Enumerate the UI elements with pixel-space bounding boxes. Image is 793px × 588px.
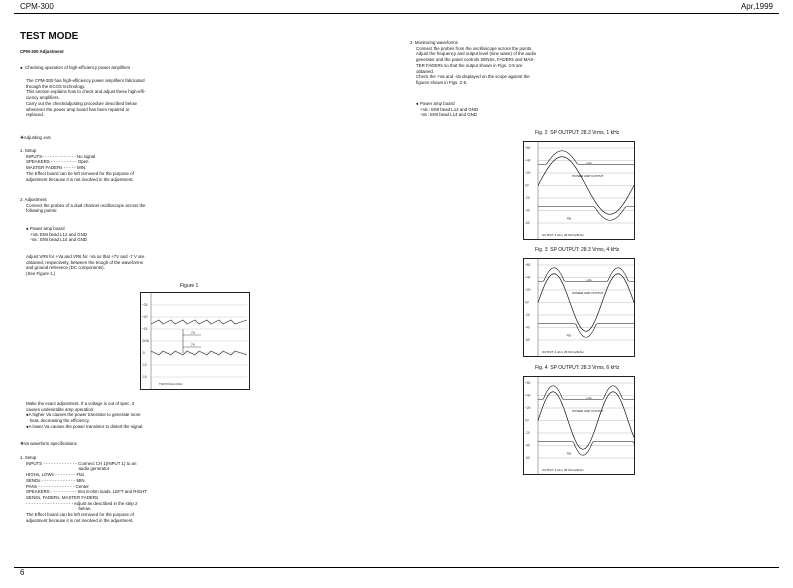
header-date: Apr,1999 <box>740 2 773 11</box>
text-line: -Va : EMI bead L14 and GND <box>30 237 88 243</box>
header-rule <box>14 13 779 14</box>
fig1-label-bottom: 7V <box>191 343 195 347</box>
scope-tick: -20 <box>525 431 530 436</box>
scope-tick: -20 <box>525 313 530 318</box>
text-line: and ground reference (DC components). <box>26 265 105 271</box>
text-line: Adjust the frequency and output level (sine wave) of the audio <box>416 51 537 57</box>
scope-plot <box>524 259 634 356</box>
text-line: heat, decreasing the efficiency. <box>26 418 90 424</box>
minus-va-label: -Va <box>566 451 571 456</box>
section-subtitle: CPM-300 Adjustment <box>20 49 64 54</box>
fig1-footer: TD0.5V/10mV/div <box>159 382 183 386</box>
scope-tick: -60 <box>525 221 530 226</box>
fig1-tick: +15 <box>142 327 148 331</box>
text-line: SPEAKERS - - - - - - - - - - Into 8-ohm loads, LEFT and RIGHT <box>26 489 147 495</box>
scope-tick: +20 <box>525 288 531 293</box>
text-line: adjustment because it is not involved in the adjustment. <box>26 517 134 523</box>
text-line: 2. Monitoring waveforms <box>410 40 458 45</box>
bullet-check: ● Checking operation of high-efficiency power amplifiers <box>20 65 131 70</box>
text-line: ●A lower Va causes the power transistor to distort the signal. <box>26 423 144 429</box>
setup-1 <box>20 148 134 182</box>
text-line: INPUTS- - - - - - - - - - - - - No signal <box>26 153 96 159</box>
text-line: TER FADERs so that the output shown in Figs. 2-5 are <box>416 62 523 68</box>
text-line: replaced. <box>26 112 45 118</box>
text-line: below. <box>26 506 91 512</box>
power-amp-label: POWER AMP OUTPUT <box>572 408 604 413</box>
scope-footer: OUTPUT: 4 ohm, 28.3Vrms/8ohm <box>542 468 584 472</box>
scope-tick: +40 <box>525 393 531 398</box>
setup-2 <box>20 455 147 523</box>
text-line: - - - - - - - - - - - - - - - - - - Adjust as described in the step 2 <box>26 500 138 506</box>
text-line: audio generator <box>26 466 110 472</box>
text-line: Make the exact adjustment. If a voltage is out of spec, it <box>26 401 135 406</box>
text-line: -Va : EMI bead L14 and GND <box>420 112 478 118</box>
text-line: SPEAKERS - - - - - - - - - - Open <box>26 159 89 165</box>
right-power-amp <box>416 101 478 118</box>
text-line: generator and the panel controls SENSs, FADERs and MAS- <box>416 57 535 63</box>
power-amp-label: POWER AMP OUTPUT <box>572 173 604 178</box>
adjustment-step <box>20 197 146 214</box>
fig4-scope <box>523 376 635 475</box>
text-line: 1. Setup <box>20 455 37 460</box>
text-line: Check the +Va and -Va displayed on the scope against the <box>416 74 530 80</box>
scope-tick: -20 <box>525 196 530 201</box>
text-line: ●A higher Va causes the power transistor to generate more <box>26 412 141 418</box>
text-line: MASTER FADERs - - - - - MIN. <box>26 165 87 171</box>
scope-plot <box>524 142 634 239</box>
text-line: This section explains how to check and adjust these high-effi- <box>26 89 146 95</box>
fig1-tick: -15 <box>142 375 147 379</box>
text-line: +Va : EMI bead L12 and GND <box>420 106 479 112</box>
page-number: 6 <box>20 568 25 577</box>
fig2-caption: Fig. 2 SP OUTPUT: 28.3 Vrms, 1 kHz <box>535 130 620 136</box>
minus-va-trace <box>538 442 634 456</box>
fig1-tick: +25 <box>142 303 148 307</box>
fig1-tick: -10 <box>142 363 147 367</box>
text-line: through the ECOS technology. <box>26 83 86 89</box>
scope-tick: +60 <box>525 381 531 386</box>
text-line: PANs - - - - - - - - - - - - - - Center <box>26 483 89 489</box>
text-line: Connect the probes of a dual channel oscilloscope across the <box>26 202 146 208</box>
scope-footer: OUTPUT: 4 ohm, 28.3Vrms/8ohm <box>542 233 584 237</box>
text-line: obtained, respectively, between the trough of the waveforms <box>26 259 143 265</box>
adjusting-heading: ❖Adjusting ±Va <box>20 135 51 140</box>
scope-tick: -40 <box>525 208 530 213</box>
minus-va-trace <box>538 324 634 338</box>
fig1-plus-trace <box>151 320 247 324</box>
text-line: Connect the probes from the oscilloscope across the points. <box>416 45 533 51</box>
scope-tick: 0V <box>525 183 529 188</box>
scope-plot <box>524 377 634 474</box>
text-line: whenever the power amp board has been repaired or <box>26 106 130 112</box>
text-line: (See Figure 1.) <box>26 271 56 277</box>
minus-va-label: -Va <box>566 333 571 338</box>
text-line: figures shown in Figs. 2-5. <box>416 79 468 85</box>
fig1-label-top: 7V <box>191 331 195 335</box>
scope-footer: OUTPUT: 4 ohm, 28.3Vrms/8ohm <box>542 350 584 354</box>
spec-heading: ❖Va waveform specifications <box>20 441 77 446</box>
figure1-scope <box>140 292 250 390</box>
fig3-scope <box>523 258 635 357</box>
text-line: 2. Adjustment <box>20 197 47 202</box>
fig1-tick: GND <box>142 339 150 343</box>
text-line: adjustment because it is not involved in the adjustment. <box>26 176 134 182</box>
scope-tick: +40 <box>525 158 531 163</box>
text-line: obtained. <box>416 68 435 74</box>
scope-tick: +60 <box>525 146 531 151</box>
text-line: The Effect board can be left removed for the purpose of <box>26 170 134 176</box>
power-amp-label: POWER AMP OUTPUT <box>572 290 604 295</box>
fig1-tick: +20 <box>142 315 148 319</box>
fig4-caption: Fig. 4 SP OUTPUT: 28.3 Vrms, 6 kHz <box>535 365 620 371</box>
text-line: ● Power amp board <box>416 101 455 106</box>
scope-tick: +20 <box>525 171 531 176</box>
text-line: INPUTS - - - - - - - - - - - - - Connect CH 1(INPUT 1) to an <box>26 460 137 466</box>
figure1-caption: Figure 1 <box>180 283 199 289</box>
fig3-caption: Fig. 3 SP OUTPUT: 28.3 Vrms, 4 kHz <box>535 247 620 253</box>
text-line: SENSs, FADERs, MASTER FADERs <box>26 494 99 500</box>
page-title: TEST MODE <box>20 31 79 42</box>
scope-tick: -60 <box>525 338 530 343</box>
text-line: HIGHs, LOWs - - - - - - - - Flat <box>26 472 84 478</box>
scope-tick: +40 <box>525 275 531 280</box>
text-line: The CPM-300 has high-efficiency power amplifiers fabricated <box>26 78 145 83</box>
text-line: Adjust VR5 for +Va and VR6 for -Va so that +7V and -7 V are <box>26 254 145 259</box>
text-line: The Effect board can be left removed for the purpose of <box>26 512 134 518</box>
text-line: +Va: EMI bead L12 and GND <box>30 231 87 237</box>
scope-tick: -40 <box>525 443 530 448</box>
minus-va-label: -Va <box>566 216 571 221</box>
text-line: causes undesirable amp operation: <box>26 406 95 412</box>
header-model: CPM-300 <box>20 2 54 11</box>
figure1-plot <box>141 293 249 389</box>
text-line: 1. Setup <box>20 148 37 153</box>
footer-rule <box>14 567 779 568</box>
scope-tick: 0V <box>525 418 529 423</box>
scope-tick: -60 <box>525 456 530 461</box>
scope-tick: 0V <box>525 300 529 305</box>
fig2-scope <box>523 141 635 240</box>
scope-tick: +20 <box>525 406 531 411</box>
plus-va-label: +Va <box>586 278 592 283</box>
text-line: ciency amplifiers. <box>26 95 60 101</box>
exact-adjustment <box>26 401 144 430</box>
text-line: following points: <box>26 208 58 214</box>
adjust-vr-paragraph <box>26 254 144 277</box>
plus-va-label: +Va <box>586 396 592 401</box>
plus-va-label: +Va <box>586 161 592 166</box>
power-amp-points <box>26 226 87 243</box>
monitoring-step <box>410 40 536 86</box>
scope-tick: +60 <box>525 263 531 268</box>
fig1-tick: -5 <box>142 351 145 355</box>
text-line: Carry out the check/adjusting procedure described below <box>26 100 137 106</box>
text-line: SENDs - - - - - - - - - - - - - MIN <box>26 477 85 483</box>
scope-tick: -40 <box>525 325 530 330</box>
text-line: ● Power amp board <box>26 226 65 231</box>
intro-paragraph <box>26 78 145 118</box>
